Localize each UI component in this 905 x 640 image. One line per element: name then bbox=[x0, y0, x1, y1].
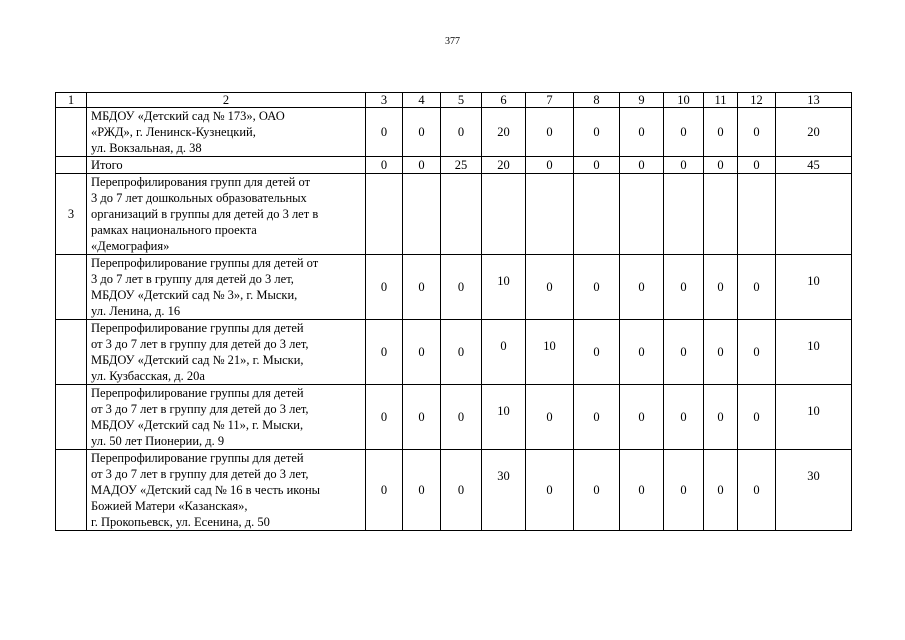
name-cell bbox=[87, 157, 366, 174]
header-cell: 2 bbox=[87, 93, 366, 108]
table-row bbox=[56, 255, 852, 320]
value-cell: 0 bbox=[664, 320, 704, 385]
name-line: МБДОУ «Детский сад № 21», г. Мыски, bbox=[91, 353, 304, 367]
header-cell: 3 bbox=[366, 93, 403, 108]
value-cell: 30 bbox=[776, 450, 852, 531]
value-cell: 0 bbox=[738, 255, 776, 320]
value-cell bbox=[366, 174, 403, 255]
row-number-cell bbox=[56, 385, 87, 450]
header-cell: 7 bbox=[526, 93, 574, 108]
value-cell: 0 bbox=[664, 385, 704, 450]
value-cell: 0 bbox=[526, 255, 574, 320]
name-line: 3 до 7 лет в группу для детей до 3 лет, bbox=[91, 272, 294, 286]
value-cell: 0 bbox=[574, 108, 620, 157]
value-cell: 0 bbox=[574, 255, 620, 320]
value-cell: 0 bbox=[664, 108, 704, 157]
page-number: 377 bbox=[445, 36, 460, 47]
name-line: от 3 до 7 лет в группу для детей до 3 лет, bbox=[91, 467, 309, 481]
value-cell bbox=[664, 174, 704, 255]
value-cell: 30 bbox=[482, 450, 526, 531]
value-cell: 0 bbox=[403, 157, 441, 174]
value-cell: 0 bbox=[526, 157, 574, 174]
value-cell: 0 bbox=[441, 255, 482, 320]
name-line: Божией Матери «Казанская», bbox=[91, 499, 248, 513]
value-cell: 0 bbox=[366, 450, 403, 531]
value-cell bbox=[620, 174, 664, 255]
row-number-cell bbox=[56, 157, 87, 174]
value-cell bbox=[482, 174, 526, 255]
value-cell: 0 bbox=[403, 385, 441, 450]
value-cell bbox=[441, 174, 482, 255]
name-cell bbox=[87, 450, 366, 531]
value-cell: 0 bbox=[620, 108, 664, 157]
value-cell: 0 bbox=[526, 450, 574, 531]
value-cell: 10 bbox=[482, 255, 526, 320]
row-number-cell bbox=[56, 320, 87, 385]
value-cell: 10 bbox=[526, 320, 574, 385]
name-cell bbox=[87, 385, 366, 450]
value-cell: 0 bbox=[403, 255, 441, 320]
value-cell: 0 bbox=[738, 450, 776, 531]
value-cell: 0 bbox=[738, 157, 776, 174]
name-line: «РЖД», г. Ленинск-Кузнецкий, bbox=[91, 125, 256, 139]
name-line: Перепрофилирование группы для детей bbox=[91, 386, 304, 400]
value-cell: 0 bbox=[403, 320, 441, 385]
value-cell: 10 bbox=[776, 320, 852, 385]
name-line: МБДОУ «Детский сад № 11», г. Мыски, bbox=[91, 418, 304, 432]
value-cell: 0 bbox=[704, 157, 738, 174]
table-row bbox=[56, 385, 852, 450]
row-number-cell bbox=[56, 108, 87, 157]
value-cell: 0 bbox=[441, 320, 482, 385]
header-cell: 8 bbox=[574, 93, 620, 108]
name-line: Итого bbox=[91, 158, 123, 172]
header-cell: 12 bbox=[738, 93, 776, 108]
value-cell: 20 bbox=[482, 157, 526, 174]
row-number-cell bbox=[56, 255, 87, 320]
value-cell: 0 bbox=[574, 320, 620, 385]
value-cell: 0 bbox=[664, 157, 704, 174]
name-line: Перепрофилирование группы для детей bbox=[91, 451, 304, 465]
value-cell: 0 bbox=[574, 157, 620, 174]
value-cell: 0 bbox=[526, 108, 574, 157]
value-cell: 0 bbox=[620, 320, 664, 385]
name-line: МБДОУ «Детский сад № 173», ОАО bbox=[91, 109, 285, 123]
table-row bbox=[56, 157, 852, 174]
value-cell: 0 bbox=[704, 255, 738, 320]
value-cell: 0 bbox=[664, 450, 704, 531]
name-line: «Демография» bbox=[91, 239, 170, 253]
data-table bbox=[55, 92, 852, 531]
table-row bbox=[56, 450, 852, 531]
value-cell bbox=[738, 174, 776, 255]
header-cell: 4 bbox=[403, 93, 441, 108]
name-line: ул. Вокзальная, д. 38 bbox=[91, 141, 202, 155]
name-cell bbox=[87, 255, 366, 320]
name-line: Перепрофилирования групп для детей от bbox=[91, 175, 311, 189]
header-cell: 5 bbox=[441, 93, 482, 108]
value-cell: 0 bbox=[704, 108, 738, 157]
name-cell bbox=[87, 320, 366, 385]
value-cell: 0 bbox=[441, 108, 482, 157]
header-cell: 13 bbox=[776, 93, 852, 108]
value-cell: 10 bbox=[776, 385, 852, 450]
value-cell: 10 bbox=[776, 255, 852, 320]
name-line: 3 до 7 лет дошкольных образовательных bbox=[91, 191, 307, 205]
header-cell: 6 bbox=[482, 93, 526, 108]
table-row bbox=[56, 174, 852, 255]
value-cell: 0 bbox=[704, 320, 738, 385]
table-row bbox=[56, 108, 852, 157]
value-cell: 0 bbox=[620, 255, 664, 320]
name-cell bbox=[87, 174, 366, 255]
value-cell bbox=[526, 174, 574, 255]
value-cell: 0 bbox=[738, 108, 776, 157]
row-number-cell bbox=[56, 450, 87, 531]
value-cell: 0 bbox=[403, 450, 441, 531]
value-cell: 0 bbox=[620, 385, 664, 450]
table-row bbox=[56, 320, 852, 385]
value-cell: 10 bbox=[482, 385, 526, 450]
value-cell: 25 bbox=[441, 157, 482, 174]
name-line: г. Прокопьевск, ул. Есенина, д. 50 bbox=[91, 515, 270, 529]
name-line: ул. Ленина, д. 16 bbox=[91, 304, 181, 318]
header-row bbox=[56, 93, 852, 108]
name-line: МАДОУ «Детский сад № 16 в честь иконы bbox=[91, 483, 321, 497]
value-cell: 0 bbox=[620, 157, 664, 174]
value-cell bbox=[403, 174, 441, 255]
value-cell: 20 bbox=[482, 108, 526, 157]
value-cell: 0 bbox=[620, 450, 664, 531]
header-cell: 1 bbox=[56, 93, 87, 108]
header-cell: 9 bbox=[620, 93, 664, 108]
value-cell: 0 bbox=[366, 385, 403, 450]
value-cell bbox=[574, 174, 620, 255]
value-cell: 0 bbox=[366, 157, 403, 174]
value-cell: 0 bbox=[704, 385, 738, 450]
value-cell: 0 bbox=[704, 450, 738, 531]
name-cell bbox=[87, 108, 366, 157]
value-cell: 0 bbox=[664, 255, 704, 320]
value-cell: 0 bbox=[526, 385, 574, 450]
value-cell: 0 bbox=[366, 255, 403, 320]
name-line: Перепрофилирование группы для детей bbox=[91, 321, 304, 335]
value-cell: 45 bbox=[776, 157, 852, 174]
value-cell: 0 bbox=[441, 385, 482, 450]
name-line: организаций в группы для детей до 3 лет в bbox=[91, 207, 319, 221]
value-cell: 0 bbox=[738, 385, 776, 450]
name-line: ул. 50 лет Пионерии, д. 9 bbox=[91, 434, 225, 448]
value-cell: 20 bbox=[776, 108, 852, 157]
name-line: от 3 до 7 лет в группу для детей до 3 лет, bbox=[91, 337, 309, 351]
value-cell: 0 bbox=[574, 385, 620, 450]
value-cell: 0 bbox=[574, 450, 620, 531]
header-cell: 10 bbox=[664, 93, 704, 108]
name-line: ул. Кузбасская, д. 20а bbox=[91, 369, 205, 383]
value-cell: 0 bbox=[441, 450, 482, 531]
value-cell: 0 bbox=[366, 108, 403, 157]
name-line: МБДОУ «Детский сад № 3», г. Мыски, bbox=[91, 288, 298, 302]
name-line: Перепрофилирование группы для детей от bbox=[91, 256, 319, 270]
name-line: от 3 до 7 лет в группу для детей до 3 лет, bbox=[91, 402, 309, 416]
value-cell: 0 bbox=[738, 320, 776, 385]
row-number-cell: 3 bbox=[56, 174, 87, 255]
value-cell bbox=[704, 174, 738, 255]
name-line: рамках национального проекта bbox=[91, 223, 257, 237]
value-cell: 0 bbox=[482, 320, 526, 385]
value-cell: 0 bbox=[366, 320, 403, 385]
value-cell: 0 bbox=[403, 108, 441, 157]
value-cell bbox=[776, 174, 852, 255]
header-cell: 11 bbox=[704, 93, 738, 108]
